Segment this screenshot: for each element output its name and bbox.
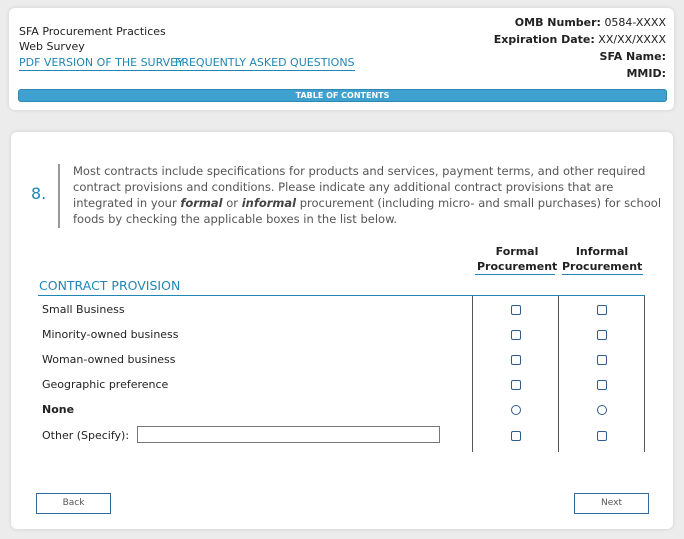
section-title: CONTRACT PROVISION bbox=[39, 278, 181, 293]
back-button[interactable]: Back bbox=[36, 493, 111, 514]
other-formal-checkbox[interactable] bbox=[511, 431, 521, 441]
column-formal-line1: Formal bbox=[495, 245, 539, 258]
question-text-part2: or bbox=[222, 196, 242, 210]
column-header-informal bbox=[562, 244, 642, 274]
question-card bbox=[11, 132, 673, 529]
row-label-minority-owned: Minority-owned business bbox=[42, 328, 179, 341]
column-header-formal bbox=[477, 244, 557, 274]
geographic-preference-formal-checkbox[interactable] bbox=[511, 380, 521, 390]
minority-owned-informal-checkbox[interactable] bbox=[597, 330, 607, 340]
pdf-version-link[interactable]: PDF VERSION OF THE SURVEY bbox=[19, 56, 184, 69]
question-text-part3: procurement (including micro- and small purchases) for school foods by checking the applicable boxes in the list below. bbox=[73, 196, 662, 226]
omb-label: OMB Number: bbox=[514, 16, 601, 29]
row-label-woman-owned: Woman-owned business bbox=[42, 353, 176, 366]
faq-link[interactable]: FREQUENTLY ASKED QUESTIONS bbox=[175, 56, 355, 69]
none-formal-radio[interactable] bbox=[511, 405, 521, 415]
column-divider-right bbox=[644, 296, 645, 452]
survey-subtitle: Web Survey bbox=[19, 40, 85, 53]
next-button[interactable]: Next bbox=[574, 493, 649, 514]
sfa-name bbox=[600, 50, 666, 63]
question-emph-formal: formal bbox=[180, 196, 223, 210]
woman-owned-formal-checkbox[interactable] bbox=[511, 355, 521, 365]
row-label-small-business: Small Business bbox=[42, 303, 125, 316]
row-label-other: Other (Specify): bbox=[42, 429, 130, 442]
column-divider-left bbox=[472, 296, 473, 452]
minority-owned-formal-checkbox[interactable] bbox=[511, 330, 521, 340]
question-divider bbox=[58, 164, 60, 228]
mmid bbox=[626, 67, 666, 80]
column-divider-middle bbox=[558, 296, 559, 452]
expiration-label: Expiration Date: bbox=[493, 33, 595, 46]
column-underline-informal bbox=[562, 274, 643, 275]
omb-number bbox=[515, 16, 666, 29]
column-underline-formal bbox=[475, 274, 555, 275]
section-underline bbox=[38, 295, 645, 296]
row-label-none: None bbox=[42, 403, 75, 416]
question-text-part1: Most contracts include specifications for products and services, payment terms, and other required contract provisions and conditions. Please indicate any additional contract provisions that are integrated in your bbox=[73, 164, 646, 210]
column-informal-line1: Informal bbox=[575, 245, 629, 258]
row-label-geographic-preference: Geographic preference bbox=[42, 378, 169, 391]
other-informal-checkbox[interactable] bbox=[597, 431, 607, 441]
none-informal-radio[interactable] bbox=[597, 405, 607, 415]
expiration-date bbox=[494, 33, 666, 46]
survey-title: SFA Procurement Practices bbox=[19, 25, 166, 38]
woman-owned-informal-checkbox[interactable] bbox=[597, 355, 607, 365]
small-business-formal-checkbox[interactable] bbox=[511, 305, 521, 315]
question-number: 8. bbox=[31, 184, 47, 203]
column-informal-line2: Procurement bbox=[562, 260, 643, 273]
omb-value: 0584-XXXX bbox=[604, 16, 666, 29]
sfa-name-label: SFA Name: bbox=[599, 50, 666, 63]
header-card bbox=[9, 8, 674, 110]
table-of-contents-button[interactable]: TABLE OF CONTENTS bbox=[18, 89, 667, 102]
expiration-value: XX/XX/XXXX bbox=[598, 33, 666, 46]
mmid-label: MMID: bbox=[626, 67, 666, 80]
small-business-informal-checkbox[interactable] bbox=[597, 305, 607, 315]
question-text bbox=[73, 163, 663, 227]
column-formal-line2: Procurement bbox=[477, 260, 558, 273]
geographic-preference-informal-checkbox[interactable] bbox=[597, 380, 607, 390]
question-emph-informal: informal bbox=[241, 196, 297, 210]
other-specify-input[interactable] bbox=[137, 426, 440, 443]
